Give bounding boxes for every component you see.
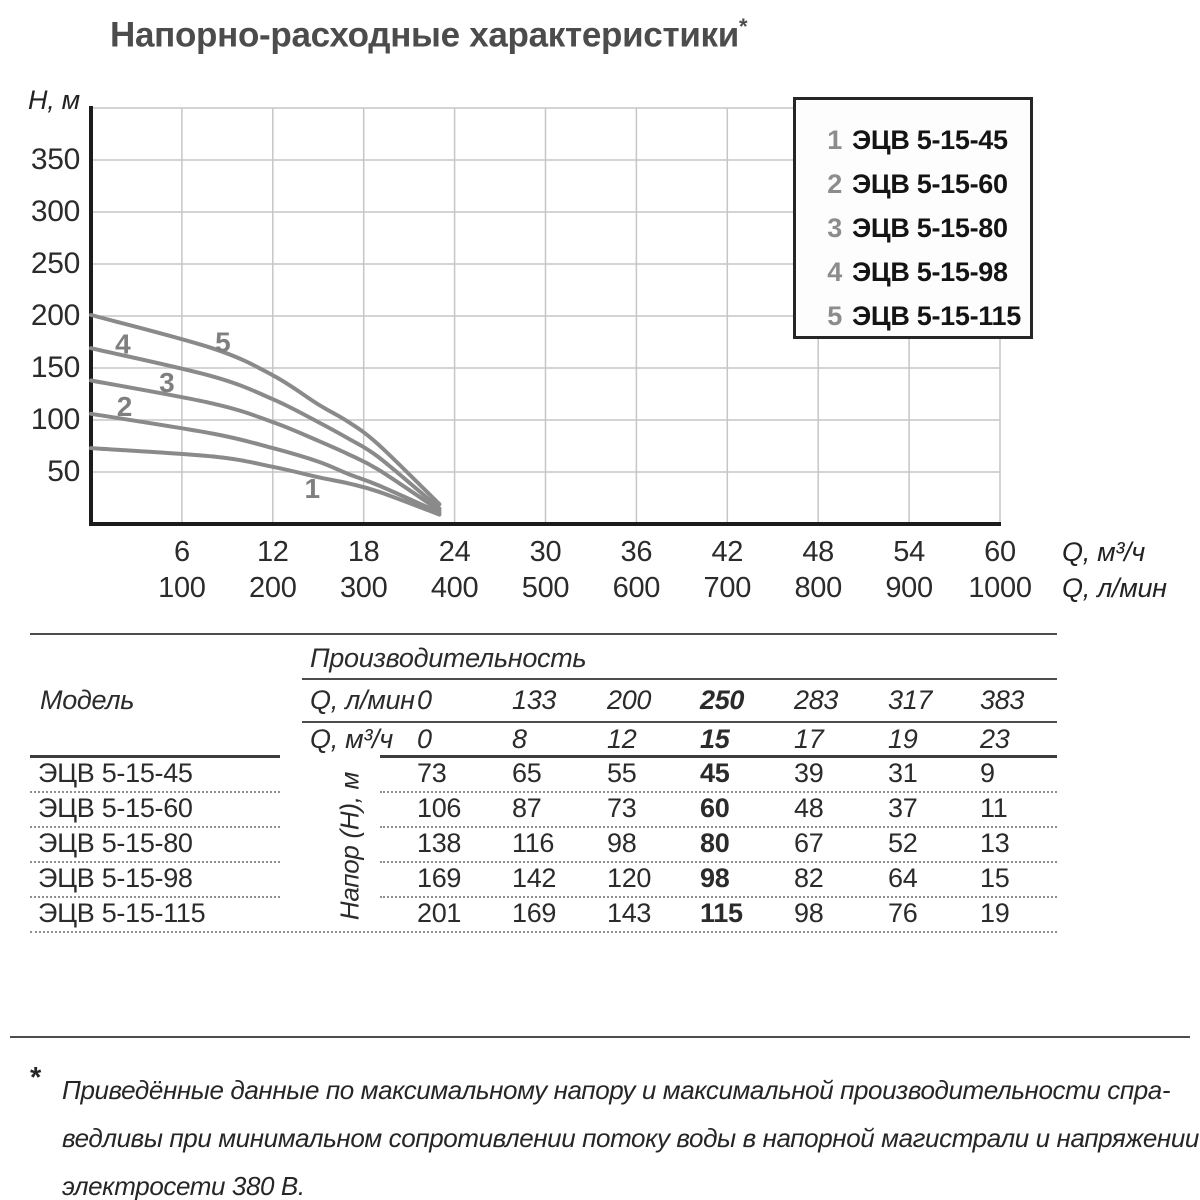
head-value: 82 [794,863,824,893]
head-value: 67 [794,828,824,858]
table-row [30,826,1057,861]
head-flow-chart [0,85,1200,645]
footnote-text [62,1066,1199,1200]
head-value: 73 [607,793,637,823]
head-value: 169 [417,863,462,893]
head-value: 60 [700,793,730,823]
legend-item-label: ЭЦВ 5-15-60 [852,169,1008,199]
x-tick-label-lmin: 200 [249,572,297,604]
y-tick-label: 250 [30,247,80,280]
head-value: 115 [700,898,743,928]
flow-value: 17 [794,724,824,754]
x-axis-unit-m3h: Q, м³/ч [1062,537,1145,567]
x-tick-label-m3h: 6 [173,536,190,568]
y-tick-label: 50 [47,455,80,488]
head-value: 65 [512,758,542,788]
head-value: 15 [980,863,1010,893]
x-tick-label-m3h: 12 [256,536,289,568]
x-tick-label-lmin: 700 [703,572,752,604]
flow-value: 19 [888,724,918,754]
legend-item-3 [796,206,1030,250]
head-value: 80 [700,828,730,858]
x-tick-label-m3h: 18 [347,536,380,568]
x-tick-label-lmin: 900 [885,572,933,604]
footnote-line: электросети 380 В. [62,1171,305,1200]
model-name: ЭЦВ 5-15-45 [38,758,193,788]
footnote-ref-mark: * [738,14,748,39]
legend-item-number: 4 [827,257,842,287]
flow-value: 0 [417,685,432,715]
head-value: 9 [980,758,995,788]
head-value: 142 [512,863,557,893]
head-value: 76 [888,898,918,928]
curve-number-label-1: 1 [304,473,320,505]
footnote-separator-line [10,1036,1190,1038]
head-value: 45 [700,758,730,788]
x-tick-label-m3h: 36 [620,536,653,568]
table-model-header: Модель [40,685,135,715]
page-title-text: Напорно-расходные характеристики [110,15,739,55]
footnote-line: Приведённые данные по максимальному напору и максимальной производительности спра- [62,1075,1171,1105]
x-tick-label-lmin: 800 [794,572,842,604]
curve-number-label-3: 3 [159,367,175,399]
head-value: 64 [888,863,918,893]
head-value: 11 [980,793,1008,823]
legend-item-number: 3 [827,213,842,243]
head-value: 73 [417,758,447,788]
x-axis-unit-lmin: Q, л/мин [1062,573,1167,603]
y-axis-label: H, м [28,85,80,115]
head-value: 98 [794,898,824,928]
performance-table [30,633,1057,937]
x-tick-label-m3h: 42 [711,536,744,568]
head-value: 138 [417,828,462,858]
y-tick-label: 350 [30,143,80,176]
table-group-header: Производительность [310,643,587,673]
head-value: 106 [417,793,462,823]
head-value: 31 [888,758,918,788]
head-value: 98 [607,828,637,858]
legend-item-number: 1 [827,125,842,155]
model-name: ЭЦВ 5-15-80 [38,828,193,858]
head-value: 19 [980,898,1010,928]
legend-item-label: ЭЦВ 5-15-45 [852,125,1008,155]
chart-legend [793,97,1033,339]
head-value: 52 [888,828,918,858]
head-column-vertical-label: Напор (Н), м [334,771,365,920]
legend-item-label: ЭЦВ 5-15-115 [852,301,1021,331]
legend-item-1 [796,118,1030,162]
table-header-line-2 [302,721,1057,723]
head-value: 116 [512,828,555,858]
footnote-marker: * [30,1062,41,1094]
x-tick-label-m3h: 54 [893,536,925,568]
x-tick-label-m3h: 24 [438,536,471,568]
head-value: 169 [512,898,557,928]
head-value: 120 [607,863,652,893]
table-top-border [30,633,1057,635]
legend-item-label: ЭЦВ 5-15-98 [852,257,1008,287]
x-tick-label-m3h: 48 [802,536,835,568]
y-tick-label: 100 [30,403,80,436]
table-row [30,896,1057,931]
flow-value: 15 [700,724,730,754]
x-tick-label-lmin: 300 [339,572,388,604]
page-title [110,14,747,56]
flow-value: 200 [607,685,652,715]
footnote-line: ведливы при минимальном сопротивлении потоку воды в напорной магистрали и напряжении [62,1123,1199,1153]
head-value: 143 [607,898,652,928]
pump-curve-1 [91,448,439,514]
x-tick-label-lmin: 100 [158,572,206,604]
flow-value: 12 [607,724,637,754]
x-tick-label-lmin: 400 [430,572,479,604]
x-tick-label-lmin: 500 [521,572,570,604]
curve-number-label-5: 5 [215,326,231,358]
curve-number-label-4: 4 [115,328,131,360]
legend-item-number: 5 [827,301,842,331]
curve-number-label-2: 2 [116,390,132,422]
table-row [30,861,1057,896]
head-value: 48 [794,793,824,823]
model-name: ЭЦВ 5-15-60 [38,793,193,823]
model-name: ЭЦВ 5-15-98 [38,863,193,893]
x-tick-label-lmin: 1000 [968,572,1032,604]
table-bottom-dotted [30,931,1057,933]
table-row [30,791,1057,826]
flow-row-label: Q, л/мин [310,685,415,715]
y-tick-label: 300 [30,195,80,228]
flow-value: 317 [888,685,933,715]
head-value: 37 [888,793,918,823]
x-tick-label-lmin: 600 [612,572,661,604]
flow-value: 8 [512,724,527,754]
model-name: ЭЦВ 5-15-115 [38,898,206,928]
flow-value: 250 [700,685,745,715]
flow-value: 0 [417,724,432,754]
head-value: 55 [607,758,637,788]
head-value: 87 [512,793,542,823]
legend-item-label: ЭЦВ 5-15-80 [852,213,1008,243]
head-value: 98 [700,863,730,893]
head-value: 39 [794,758,824,788]
x-tick-label-m3h: 60 [984,536,1016,568]
x-tick-label-m3h: 30 [529,536,562,568]
legend-item-2 [796,162,1030,206]
table-row [30,756,1057,791]
flow-value: 283 [794,685,839,715]
legend-item-number: 2 [827,169,842,199]
flow-value: 383 [980,685,1025,715]
table-header-line-1 [302,678,1057,680]
head-value: 13 [980,828,1010,858]
flow-row-label: Q, м³/ч [310,724,393,754]
y-tick-label: 200 [30,299,80,332]
legend-item-4 [796,250,1030,294]
legend-item-5 [796,294,1030,338]
y-tick-label: 150 [30,351,80,384]
flow-value: 133 [512,685,557,715]
flow-value: 23 [980,724,1010,754]
head-value: 201 [417,898,462,928]
